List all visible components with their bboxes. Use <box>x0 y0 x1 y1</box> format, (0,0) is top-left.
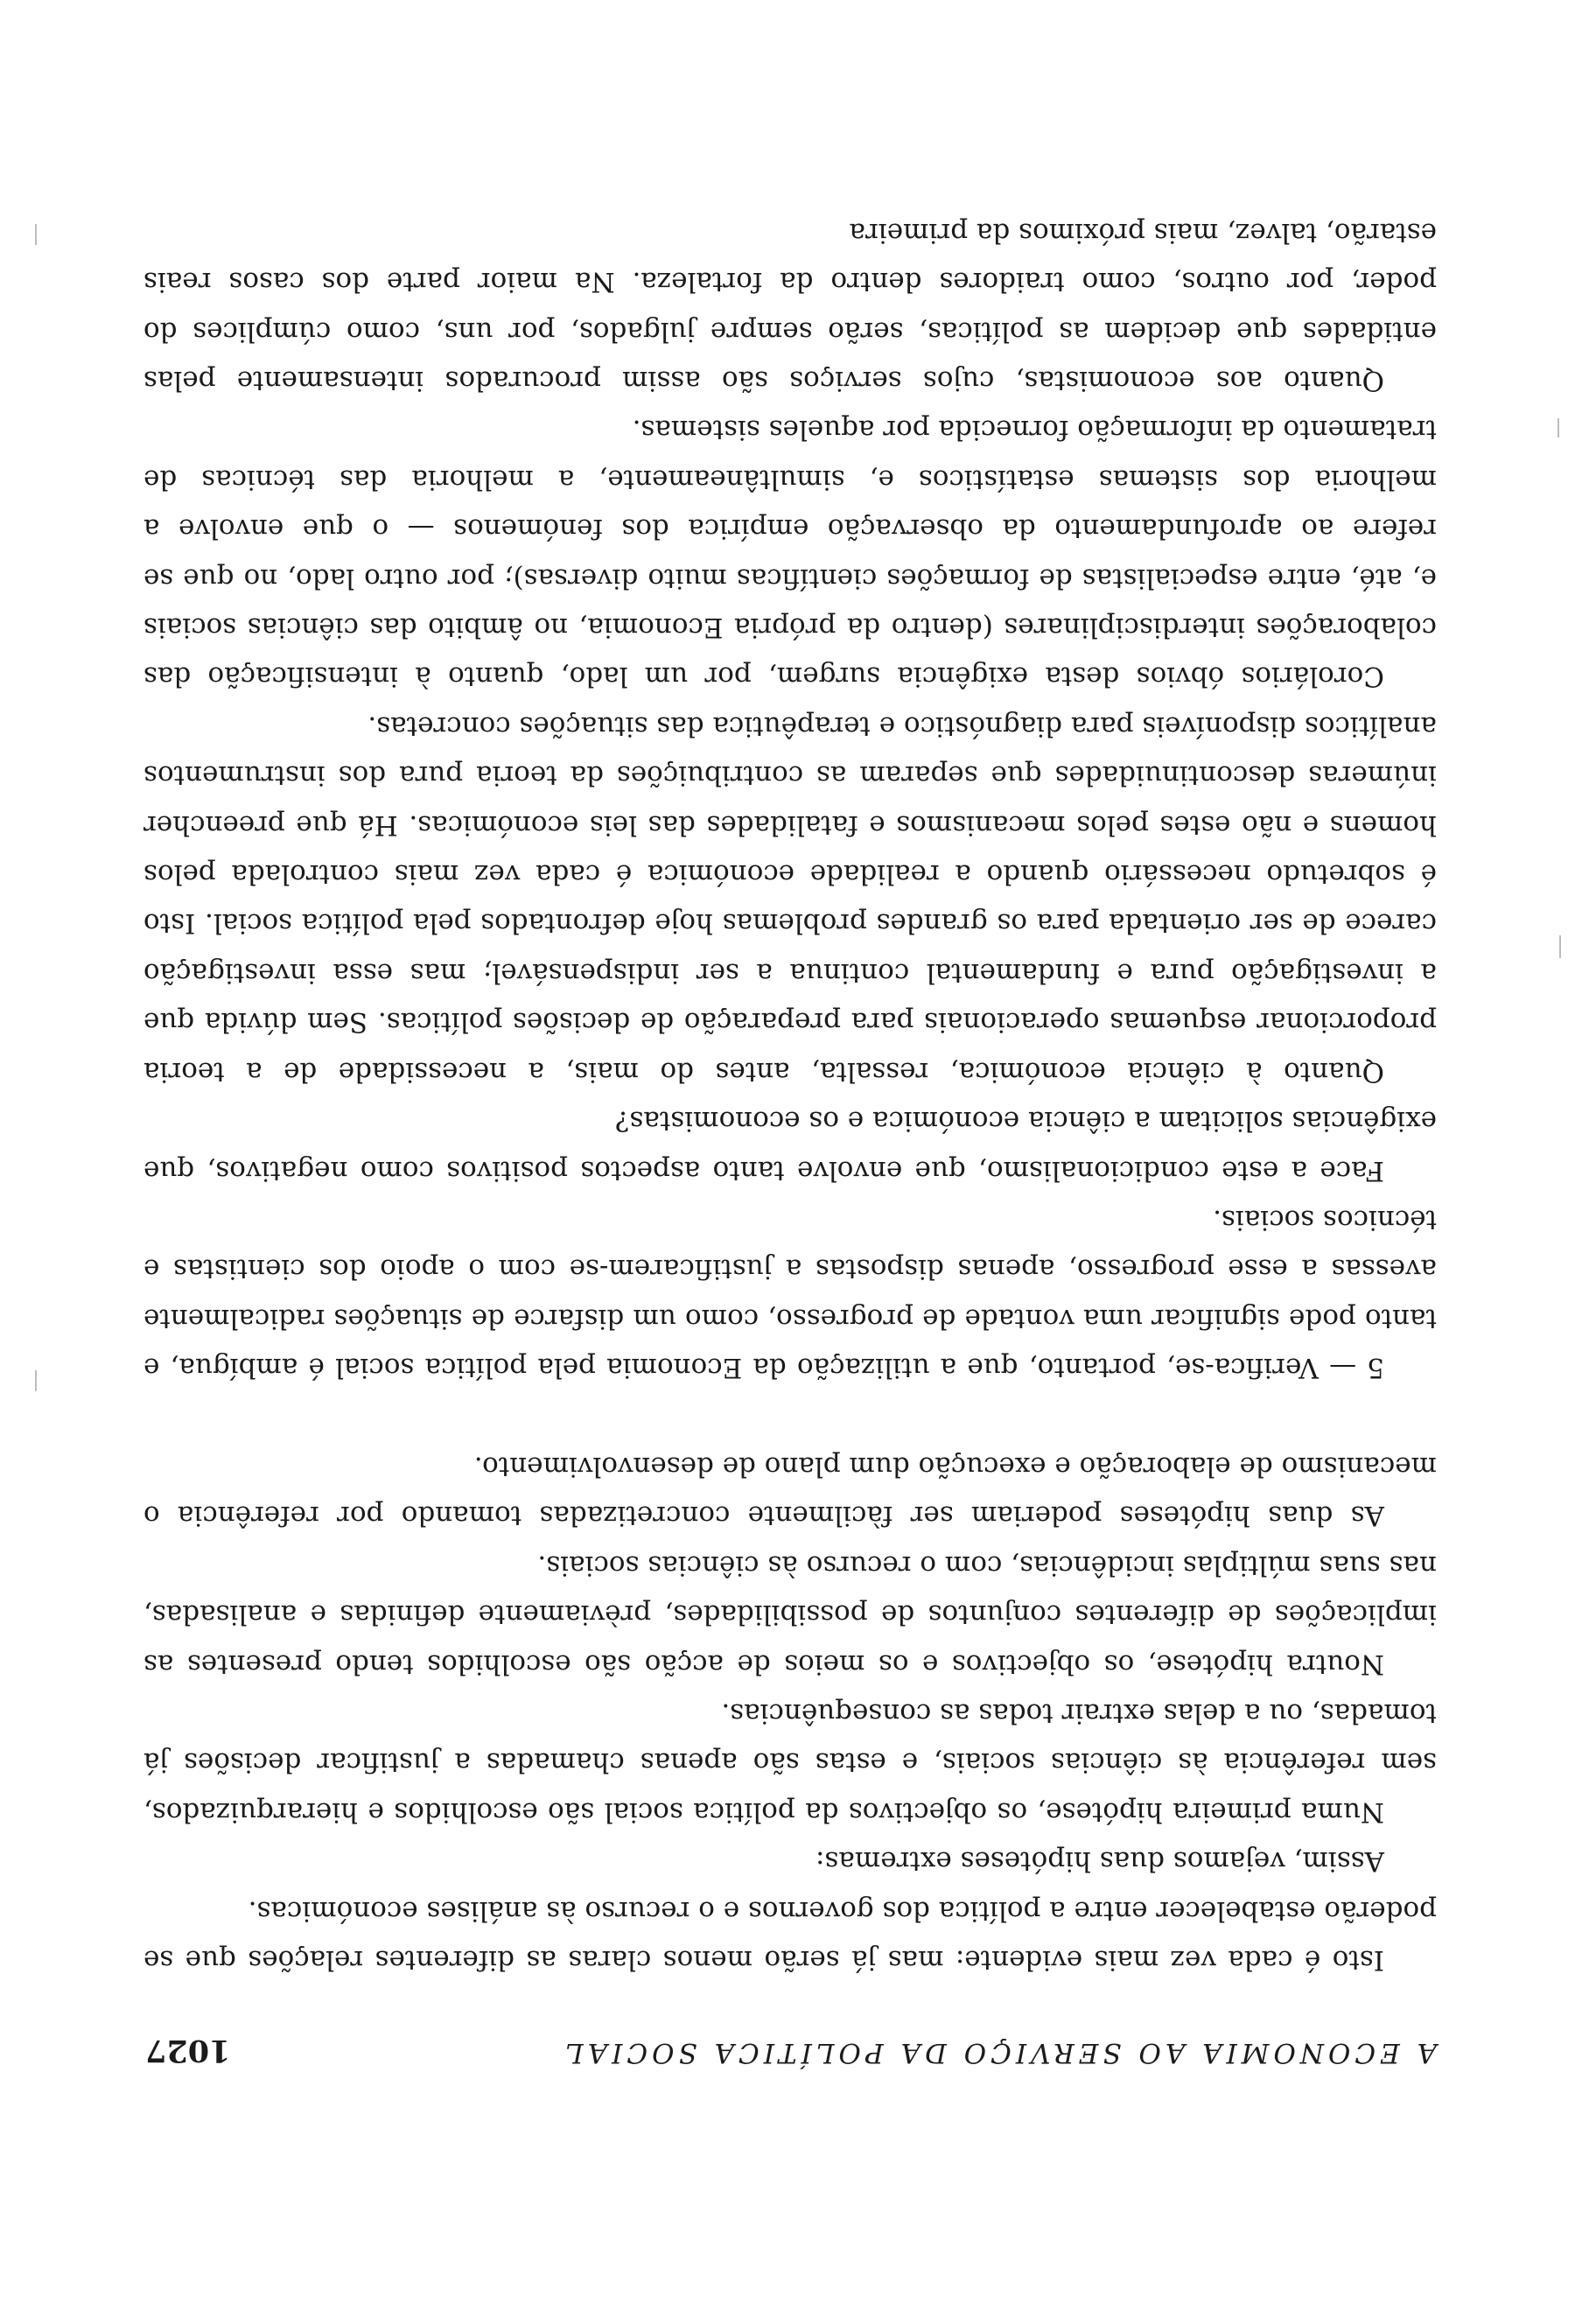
paragraph: Noutra hipótese, os objectivos e os meios de acção são escolhidos tendo presentes as implicações de diferentes conjuntos de possibilidades, prèviamente definidas e analisadas, nas suas múltiplas incidências, com o recurso às ciências sociais. <box>144 1549 1437 1680</box>
paragraph: As duas hipóteses poderiam ser fàcilmente concretizadas tomando por referência o mecanismo de elaboração e execução dum plano de desenvolvimento. <box>144 1450 1437 1532</box>
paragraph: Corolários óbvios desta exigência surgem, por um lado, quanto à intensificação das colaborações interdisciplinares (dentro da própria Economia, no âmbito das ciências sociais e, até, entre especialistas de formações científicas muito diversas); por outro lado, no que se refere ao aprofundamento da observação empírica dos fenómenos — o que envolve a melhoria dos sistemas estatísticos e, simultâneamente, a melhoria das técnicas de tratamento da informação fornecida por aqueles sistemas. <box>144 414 1437 693</box>
margin-mark <box>35 1370 37 1391</box>
paragraph: Face a este condicionalismo, que envolve tanto aspectos positivos como negativos, que exigências solicitam a ciência económica e os economistas? <box>144 1105 1437 1186</box>
paragraph: Isto é cada vez mais evidente: mas já serão menos claras as diferentes relações que se poderão estabelecer entre a política dos governos e o recurso às análises económicas. <box>144 1894 1437 1976</box>
body-text <box>144 207 1437 1984</box>
paragraph: Assim, vejamos duas hipóteses extremas: <box>816 1845 1384 1878</box>
margin-mark <box>1559 935 1561 958</box>
margin-mark <box>1558 418 1559 438</box>
page-header <box>145 2025 1437 2068</box>
margin-mark <box>35 224 37 245</box>
paragraph: Quanto à ciência económica, ressalta, antes do mais, a necessidade de a teoria proporcionar esquemas operacionais para preparação de decisões políticas. Sem dúvida que a investigação pura e fundamental continua a ser indispensável; mas essa investigação carece de ser orientada para os grandes problemas hoje defrontados pela política social. Isto é sobretudo necessário quando a realidade económica é cada vez mais controlada pelos homens e não estes pelos mecanismos e fatalidades das leis económicas. Há que preencher inúmeras descontinuidades que separam as contribuições da teoria pura dos instrumentos analíticos disponíveis para diagnóstico e terapêutica das situações concretas. <box>144 710 1437 1088</box>
paragraph: Numa primeira hipótese, os objectivos da política social são escolhidos e hierarquizados, sem referência às ciências sociais, e estas são apenas chamadas a justificar decisões já tomadas, ou a delas extrair todas as consequências. <box>144 1697 1437 1828</box>
page-number: 1027 <box>145 2033 231 2068</box>
paragraph: Quanto aos economistas, cujos serviços são assim procurados intensamente pelas entidades que decidem as políticas, serão sempre julgados, por uns, como cúmplices do poder, por outros, como traidores dentro da fortaleza. Na maior parte dos casos reais estarão, talvez, mais próximos da primeira <box>144 216 1437 397</box>
running-title: A ECONOMIA AO SERVIÇO DA POLÍTICA SOCIAL <box>561 2037 1437 2068</box>
section-paragraph: 5 — Verifica-se, portanto, que a utilização da Economia pela política social é ambígua, e tanto pode significar uma vontade de progresso, como um disfarce de situações radicalmente avessas a esse progresso, apenas dispostas a justificarem-se com o apoio dos cientistas e técnicos sociais. <box>144 1203 1437 1384</box>
